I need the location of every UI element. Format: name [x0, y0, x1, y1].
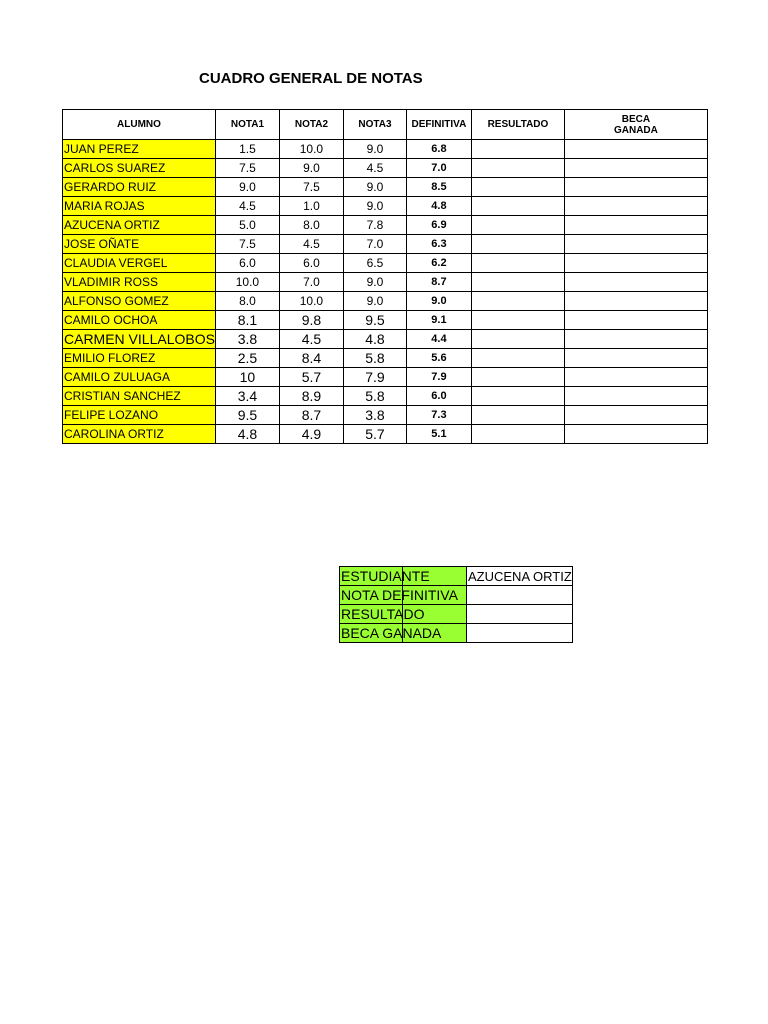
table-row [63, 349, 708, 368]
definitiva-cell[interactable]: 8.7 [406, 273, 471, 292]
nota3-cell[interactable]: 9.0 [343, 197, 406, 216]
resultado-cell[interactable] [471, 254, 564, 273]
nota1-cell[interactable]: 10.0 [215, 273, 279, 292]
summary-value-resultado[interactable] [467, 605, 573, 624]
nota3-cell[interactable]: 7.8 [343, 216, 406, 235]
nota2-cell[interactable]: 7.5 [279, 178, 343, 197]
header-beca-line1: BECA [621, 113, 651, 125]
nota2-cell[interactable]: 4.5 [279, 330, 343, 349]
definitiva-cell[interactable]: 7.3 [406, 406, 471, 425]
nota2-cell[interactable]: 4.5 [279, 235, 343, 254]
nota2-cell[interactable]: 4.9 [279, 425, 343, 444]
table-row [63, 368, 708, 387]
student-name-cell[interactable]: AZUCENA ORTIZ [63, 216, 216, 235]
summary-row-nota [340, 586, 573, 605]
table-row [63, 178, 708, 197]
header-nota2[interactable]: NOTA2 [279, 110, 343, 140]
nota3-cell[interactable]: 3.8 [343, 406, 406, 425]
summary-label-nota[interactable] [340, 586, 467, 605]
table-row [63, 406, 708, 425]
resultado-cell[interactable] [471, 368, 564, 387]
nota3-cell[interactable]: 5.8 [343, 387, 406, 406]
nota3-cell[interactable]: 9.0 [343, 178, 406, 197]
resultado-cell[interactable] [471, 387, 564, 406]
definitiva-cell[interactable]: 4.4 [406, 330, 471, 349]
cell-divider [402, 586, 403, 604]
nota1-cell[interactable]: 3.4 [215, 387, 279, 406]
student-name-cell[interactable]: MARIA ROJAS [63, 197, 216, 216]
nota3-cell[interactable]: 5.7 [343, 425, 406, 444]
header-definitiva[interactable]: DEFINITIVA [406, 110, 471, 140]
student-name-cell[interactable]: CAMILO OCHOA [63, 311, 216, 330]
nota2-cell[interactable]: 7.0 [279, 273, 343, 292]
definitiva-cell[interactable]: 9.1 [406, 311, 471, 330]
student-name-cell[interactable]: CLAUDIA VERGEL [63, 254, 216, 273]
summary-table [339, 566, 573, 643]
nota1-cell[interactable]: 2.5 [215, 349, 279, 368]
definitiva-cell[interactable]: 8.5 [406, 178, 471, 197]
resultado-cell[interactable] [471, 178, 564, 197]
resultado-cell[interactable] [471, 159, 564, 178]
beca-cell[interactable] [564, 197, 707, 216]
table-row [63, 140, 708, 159]
nota2-cell[interactable]: 9.0 [279, 159, 343, 178]
nota2-cell[interactable]: 10.0 [279, 292, 343, 311]
nota1-cell[interactable]: 8.1 [215, 311, 279, 330]
student-name-cell[interactable]: EMILIO FLOREZ [63, 349, 216, 368]
nota1-cell[interactable]: 4.5 [215, 197, 279, 216]
page-title: CUADRO GENERAL DE NOTAS [199, 70, 423, 87]
grades-table [62, 109, 708, 444]
header-alumno[interactable]: ALUMNO [63, 110, 216, 140]
nota1-cell[interactable]: 7.5 [215, 159, 279, 178]
resultado-cell[interactable] [471, 311, 564, 330]
nota1-cell[interactable]: 8.0 [215, 292, 279, 311]
summary-label-text: BECA GANADA [341, 625, 442, 641]
beca-cell[interactable] [564, 349, 707, 368]
nota3-cell[interactable]: 9.5 [343, 311, 406, 330]
table-row [63, 292, 708, 311]
definitiva-cell[interactable]: 9.0 [406, 292, 471, 311]
nota2-cell[interactable]: 9.8 [279, 311, 343, 330]
cell-divider [402, 605, 403, 623]
summary-row-estudiante [340, 567, 573, 586]
header-nota1[interactable]: NOTA1 [215, 110, 279, 140]
nota3-cell[interactable]: 4.5 [343, 159, 406, 178]
nota3-cell[interactable]: 9.0 [343, 292, 406, 311]
student-name-cell[interactable]: VLADIMIR ROSS [63, 273, 216, 292]
resultado-cell[interactable] [471, 197, 564, 216]
student-name-cell[interactable]: CAROLINA ORTIZ [63, 425, 216, 444]
definitiva-cell[interactable]: 6.9 [406, 216, 471, 235]
beca-cell[interactable] [564, 330, 707, 349]
nota1-cell[interactable]: 1.5 [215, 140, 279, 159]
beca-cell[interactable] [564, 311, 707, 330]
student-name-cell[interactable]: CRISTIAN SANCHEZ [63, 387, 216, 406]
summary-label-estudiante[interactable] [340, 567, 467, 586]
beca-cell[interactable] [564, 178, 707, 197]
resultado-cell[interactable] [471, 273, 564, 292]
nota1-cell[interactable]: 6.0 [215, 254, 279, 273]
nota3-cell[interactable]: 6.5 [343, 254, 406, 273]
resultado-cell[interactable] [471, 349, 564, 368]
table-row [63, 311, 708, 330]
grades-body [63, 140, 708, 444]
beca-cell[interactable] [564, 140, 707, 159]
table-row [63, 216, 708, 235]
definitiva-cell[interactable]: 6.2 [406, 254, 471, 273]
header-beca-line2: GANADA [613, 124, 658, 136]
beca-cell[interactable] [564, 425, 707, 444]
definitiva-cell[interactable]: 6.3 [406, 235, 471, 254]
student-name-cell[interactable]: FELIPE LOZANO [63, 406, 216, 425]
nota2-cell[interactable]: 8.9 [279, 387, 343, 406]
nota3-cell[interactable]: 9.0 [343, 140, 406, 159]
table-row [63, 387, 708, 406]
student-name-cell[interactable]: GERARDO RUIZ [63, 178, 216, 197]
beca-cell[interactable] [564, 292, 707, 311]
nota2-cell[interactable]: 8.0 [279, 216, 343, 235]
summary-row-resultado [340, 605, 573, 624]
nota3-cell[interactable]: 4.8 [343, 330, 406, 349]
nota3-cell[interactable]: 9.0 [343, 273, 406, 292]
table-row [63, 159, 708, 178]
nota3-cell[interactable]: 5.8 [343, 349, 406, 368]
cell-divider [402, 624, 403, 642]
definitiva-cell[interactable]: 7.0 [406, 159, 471, 178]
beca-cell[interactable] [564, 273, 707, 292]
beca-cell[interactable] [564, 406, 707, 425]
definitiva-cell[interactable]: 7.9 [406, 368, 471, 387]
header-row [63, 110, 708, 140]
definitiva-cell[interactable]: 6.0 [406, 387, 471, 406]
nota2-cell[interactable]: 8.4 [279, 349, 343, 368]
nota2-cell[interactable]: 10.0 [279, 140, 343, 159]
summary-label-beca[interactable] [340, 624, 467, 643]
summary-label-text: ESTUDIANTE [341, 568, 430, 584]
nota1-cell[interactable]: 10 [215, 368, 279, 387]
summary-value-beca[interactable] [467, 624, 573, 643]
beca-cell[interactable] [564, 159, 707, 178]
nota1-cell[interactable]: 9.0 [215, 178, 279, 197]
table-row [63, 235, 708, 254]
summary-value-estudiante[interactable]: AZUCENA ORTIZ [468, 568, 572, 584]
student-name-cell[interactable]: JUAN PEREZ [63, 140, 216, 159]
student-name-cell[interactable]: CARLOS SUAREZ [63, 159, 216, 178]
student-name-cell[interactable]: JOSE OÑATE [63, 235, 216, 254]
resultado-cell[interactable] [471, 216, 564, 235]
student-name-cell[interactable]: CARMEN VILLALOBOS [64, 331, 215, 347]
beca-cell[interactable] [564, 387, 707, 406]
definitiva-cell[interactable]: 5.1 [406, 425, 471, 444]
nota3-cell[interactable]: 7.9 [343, 368, 406, 387]
resultado-cell[interactable] [471, 425, 564, 444]
student-name-cell[interactable]: CAMILO ZULUAGA [63, 368, 216, 387]
resultado-cell[interactable] [471, 140, 564, 159]
nota2-cell[interactable]: 6.0 [279, 254, 343, 273]
nota1-cell[interactable]: 4.8 [215, 425, 279, 444]
beca-cell[interactable] [564, 254, 707, 273]
nota1-cell[interactable]: 7.5 [215, 235, 279, 254]
header-nota3[interactable]: NOTA3 [343, 110, 406, 140]
beca-cell[interactable] [564, 216, 707, 235]
resultado-cell[interactable] [471, 406, 564, 425]
student-name-cell[interactable]: ALFONSO GOMEZ [63, 292, 216, 311]
table-row [63, 273, 708, 292]
nota3-cell[interactable]: 7.0 [343, 235, 406, 254]
cell-divider [402, 567, 403, 585]
beca-cell[interactable] [564, 235, 707, 254]
table-row [63, 197, 708, 216]
resultado-cell[interactable] [471, 330, 564, 349]
table-row [63, 330, 708, 349]
nota2-cell[interactable]: 8.7 [279, 406, 343, 425]
beca-cell[interactable] [564, 368, 707, 387]
nota1-cell[interactable]: 5.0 [215, 216, 279, 235]
nota2-cell[interactable]: 5.7 [279, 368, 343, 387]
summary-label-text: RESULTADO [341, 606, 425, 622]
summary-label-text: NOTA DEFINITIVA [341, 587, 458, 603]
summary-label-resultado[interactable] [340, 605, 467, 624]
header-resultado[interactable]: RESULTADO [471, 110, 564, 140]
nota1-cell[interactable]: 3.8 [215, 330, 279, 349]
table-row [63, 425, 708, 444]
nota1-cell[interactable]: 9.5 [215, 406, 279, 425]
table-row [63, 254, 708, 273]
resultado-cell[interactable] [471, 235, 564, 254]
definitiva-cell[interactable]: 4.8 [406, 197, 471, 216]
definitiva-cell[interactable]: 5.6 [406, 349, 471, 368]
summary-row-beca [340, 624, 573, 643]
summary-value-nota[interactable] [467, 586, 573, 605]
definitiva-cell[interactable]: 6.8 [406, 140, 471, 159]
nota2-cell[interactable]: 1.0 [279, 197, 343, 216]
header-beca-ganada[interactable] [564, 110, 707, 140]
resultado-cell[interactable] [471, 292, 564, 311]
